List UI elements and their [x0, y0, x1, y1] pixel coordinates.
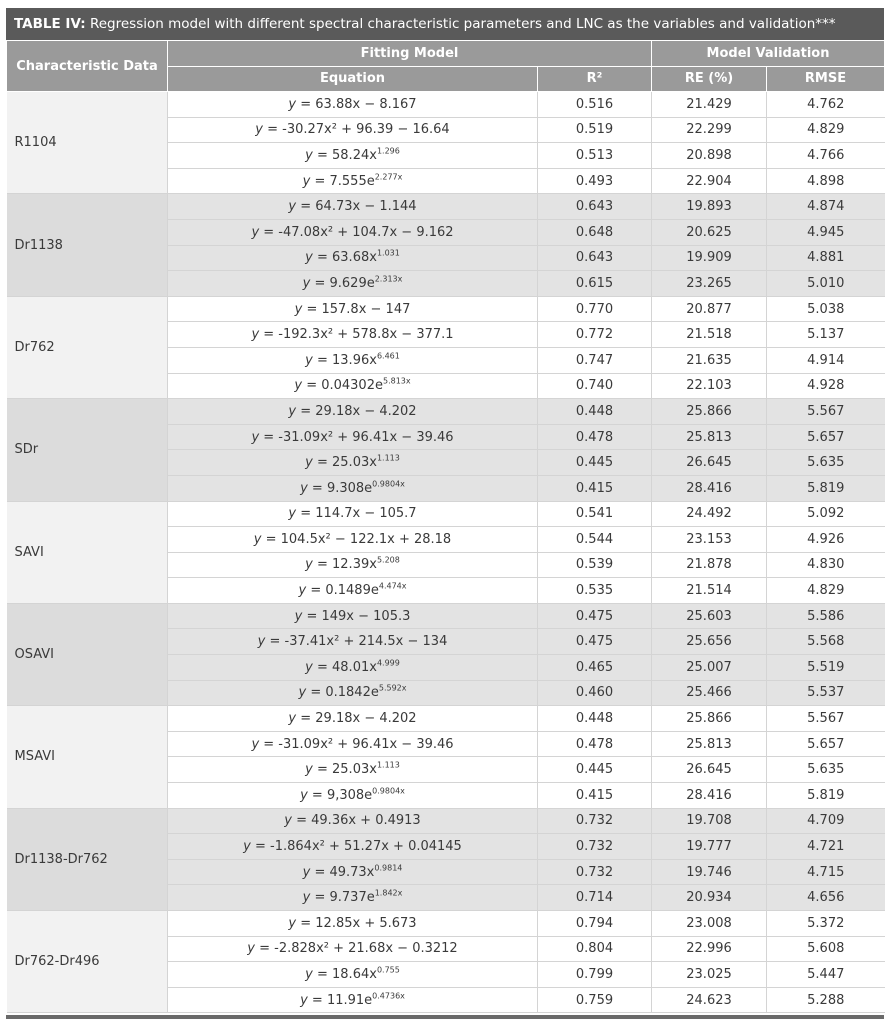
- equation-text: = 157.8x − 147: [302, 301, 411, 317]
- re-cell: 19.777: [652, 834, 767, 860]
- equation-cell: [168, 296, 538, 322]
- re-cell: 25.813: [652, 424, 767, 450]
- re-cell: 25.866: [652, 706, 767, 732]
- equation-cell: [168, 936, 538, 962]
- r2-cell: 0.445: [538, 757, 652, 783]
- re-cell: 20.625: [652, 219, 767, 245]
- table-container: [6, 8, 884, 1019]
- equation-text: = 18.64x: [312, 966, 377, 982]
- equation-text: = 12.85x + 5.673: [296, 915, 417, 931]
- r2-cell: 0.740: [538, 373, 652, 399]
- equation-cell: [168, 322, 538, 348]
- rmse-cell: 5.608: [767, 936, 885, 962]
- table-row: [7, 92, 885, 118]
- equation-cell: [168, 731, 538, 757]
- equation-cell: [168, 399, 538, 425]
- equation-text: = -31.09x² + 96.41x − 39.46: [259, 736, 454, 752]
- equation-cell: [168, 680, 538, 706]
- equation-text: = 13.96x: [312, 352, 377, 368]
- re-cell: 26.645: [652, 757, 767, 783]
- table-row: [7, 808, 885, 834]
- equation-cell: [168, 450, 538, 476]
- equation-cell: [168, 347, 538, 373]
- r2-cell: 0.732: [538, 859, 652, 885]
- re-cell: 19.909: [652, 245, 767, 271]
- equation-text: = -47.08x² + 104.7x − 9.162: [259, 224, 454, 240]
- rmse-cell: 4.898: [767, 168, 885, 194]
- table-row: [7, 911, 885, 937]
- table-row: [7, 194, 885, 220]
- header-rmse: RMSE: [767, 66, 885, 92]
- equation-variable: y: [300, 787, 308, 803]
- re-cell: 21.878: [652, 552, 767, 578]
- equation-text: = -1.864x² + 51.27x + 0.04145: [250, 839, 462, 855]
- rmse-cell: 5.657: [767, 424, 885, 450]
- characteristic-label: Dr1138: [7, 194, 168, 296]
- equation-variable: y: [255, 122, 263, 138]
- equation-variable: y: [305, 762, 313, 778]
- table-row: [7, 296, 885, 322]
- equation-variable: y: [247, 941, 255, 957]
- rmse-cell: 4.874: [767, 194, 885, 220]
- rmse-cell: 4.928: [767, 373, 885, 399]
- re-cell: 19.746: [652, 859, 767, 885]
- equation-variable: y: [305, 966, 313, 982]
- rmse-cell: 5.819: [767, 475, 885, 501]
- re-cell: 19.708: [652, 808, 767, 834]
- equation-text: = 7.555e: [310, 173, 375, 189]
- equation-text: = 29.18x − 4.202: [296, 711, 417, 727]
- equation-text: = 9,308e: [307, 787, 373, 803]
- re-cell: 26.645: [652, 450, 767, 476]
- equation-exponent: 0.9804x: [372, 479, 405, 489]
- equation-cell: [168, 987, 538, 1013]
- equation-variable: y: [257, 634, 266, 650]
- equation-cell: [168, 834, 538, 860]
- equation-text: = 12.39x: [312, 557, 377, 573]
- r2-cell: 0.732: [538, 834, 652, 860]
- equation-text: = 64.73x − 1.144: [296, 199, 417, 215]
- characteristic-label: SAVI: [7, 501, 168, 603]
- equation-text: = 0.04302e: [302, 378, 383, 394]
- equation-variable: y: [253, 531, 262, 547]
- equation-exponent: 1.842x: [374, 888, 403, 898]
- r2-cell: 0.448: [538, 399, 652, 425]
- equation-variable: y: [288, 199, 297, 215]
- characteristic-label: Dr762-Dr496: [7, 911, 168, 1013]
- equation-cell: [168, 219, 538, 245]
- equation-text: = -31.09x² + 96.41x − 39.46: [259, 429, 454, 445]
- rmse-cell: 4.721: [767, 834, 885, 860]
- re-cell: 23.008: [652, 911, 767, 937]
- equation-variable: y: [288, 96, 297, 112]
- equation-cell: [168, 373, 538, 399]
- equation-text: = 58.24x: [312, 147, 377, 163]
- equation-variable: y: [300, 992, 308, 1008]
- r2-cell: 0.772: [538, 322, 652, 348]
- table-body: [7, 92, 885, 1013]
- characteristic-label: OSAVI: [7, 603, 168, 705]
- re-cell: 25.656: [652, 629, 767, 655]
- equation-variable: y: [305, 659, 313, 675]
- header-model-validation: Model Validation: [652, 41, 885, 67]
- r2-cell: 0.714: [538, 885, 652, 911]
- re-cell: 20.934: [652, 885, 767, 911]
- table-row: [7, 603, 885, 629]
- equation-text: = 9.629e: [310, 275, 375, 291]
- equation-variable: y: [294, 301, 303, 317]
- characteristic-label: Dr762: [7, 296, 168, 398]
- r2-cell: 0.478: [538, 731, 652, 757]
- equation-variable: y: [298, 685, 307, 701]
- header-r2: R²: [538, 66, 652, 92]
- equation-cell: [168, 962, 538, 988]
- equation-text: = 9.308e: [307, 480, 373, 496]
- caption-label: TABLE IV:: [14, 16, 86, 32]
- equation-variable: y: [251, 736, 260, 752]
- r2-cell: 0.460: [538, 680, 652, 706]
- equation-text: = -2.828x² + 21.68x − 0.3212: [255, 941, 458, 957]
- equation-exponent: 4.474x: [378, 581, 407, 591]
- rmse-cell: 5.537: [767, 680, 885, 706]
- r2-cell: 0.478: [538, 424, 652, 450]
- equation-text: = 49.36x + 0.4913: [291, 813, 421, 829]
- equation-variable: y: [288, 403, 297, 419]
- r2-cell: 0.475: [538, 629, 652, 655]
- equation-variable: y: [305, 352, 313, 368]
- equation-variable: y: [294, 608, 303, 624]
- r2-cell: 0.770: [538, 296, 652, 322]
- equation-exponent: 5.592x: [378, 684, 407, 694]
- equation-cell: [168, 194, 538, 220]
- equation-text: = 0.1489e: [306, 583, 379, 599]
- rmse-cell: 5.010: [767, 271, 885, 297]
- r2-cell: 0.794: [538, 911, 652, 937]
- equation-cell: [168, 527, 538, 553]
- equation-cell: [168, 475, 538, 501]
- r2-cell: 0.799: [538, 962, 652, 988]
- re-cell: 22.299: [652, 117, 767, 143]
- equation-exponent: 2.277x: [374, 172, 403, 182]
- re-cell: 23.265: [652, 271, 767, 297]
- caption-text: Regression model with different spectral characteristic parameters and LNC as the variables and validation***: [85, 16, 836, 32]
- re-cell: 21.514: [652, 578, 767, 604]
- re-cell: 20.877: [652, 296, 767, 322]
- r2-cell: 0.513: [538, 143, 652, 169]
- equation-variable: y: [288, 506, 297, 522]
- equation-cell: [168, 424, 538, 450]
- re-cell: 23.153: [652, 527, 767, 553]
- rmse-cell: 4.762: [767, 92, 885, 118]
- r2-cell: 0.493: [538, 168, 652, 194]
- equation-variable: y: [302, 173, 311, 189]
- equation-variable: y: [251, 327, 260, 343]
- rmse-cell: 5.038: [767, 296, 885, 322]
- r2-cell: 0.643: [538, 194, 652, 220]
- equation-cell: [168, 117, 538, 143]
- rmse-cell: 5.635: [767, 757, 885, 783]
- equation-variable: y: [305, 455, 313, 471]
- re-cell: 25.813: [652, 731, 767, 757]
- characteristic-label: Dr1138-Dr762: [7, 808, 168, 910]
- r2-cell: 0.759: [538, 987, 652, 1013]
- r2-cell: 0.535: [538, 578, 652, 604]
- equation-cell: [168, 885, 538, 911]
- re-cell: 24.623: [652, 987, 767, 1013]
- table-row: [7, 501, 885, 527]
- equation-text: = 9.737e: [310, 890, 375, 906]
- table-row: [7, 399, 885, 425]
- equation-exponent: 2.313x: [374, 274, 403, 284]
- equation-variable: y: [251, 224, 260, 240]
- r2-cell: 0.732: [538, 808, 652, 834]
- equation-cell: [168, 757, 538, 783]
- equation-cell: [168, 271, 538, 297]
- rmse-cell: 5.635: [767, 450, 885, 476]
- equation-text: = -192.3x² + 578.8x − 377.1: [259, 327, 454, 343]
- r2-cell: 0.415: [538, 475, 652, 501]
- equation-exponent: 0.4736x: [372, 991, 405, 1001]
- r2-cell: 0.747: [538, 347, 652, 373]
- rmse-cell: 4.656: [767, 885, 885, 911]
- equation-exponent: 0.9804x: [372, 786, 405, 796]
- regression-table: [6, 40, 885, 1013]
- rmse-cell: 4.715: [767, 859, 885, 885]
- rmse-cell: 4.926: [767, 527, 885, 553]
- re-cell: 21.518: [652, 322, 767, 348]
- rmse-cell: 5.657: [767, 731, 885, 757]
- r2-cell: 0.516: [538, 92, 652, 118]
- equation-exponent: 4.999: [376, 658, 400, 668]
- equation-cell: [168, 578, 538, 604]
- re-cell: 20.898: [652, 143, 767, 169]
- equation-cell: [168, 603, 538, 629]
- equation-text: = -37.41x² + 214.5x − 134: [265, 634, 448, 650]
- table-bottom-rule: [6, 1015, 884, 1019]
- table-caption: [6, 8, 884, 40]
- r2-cell: 0.615: [538, 271, 652, 297]
- re-cell: 24.492: [652, 501, 767, 527]
- rmse-cell: 4.829: [767, 578, 885, 604]
- equation-variable: y: [243, 839, 251, 855]
- equation-exponent: 5.208: [376, 556, 400, 566]
- equation-exponent: 1.113: [376, 760, 400, 770]
- equation-exponent: 5.813x: [382, 377, 411, 386]
- header-re: RE (%): [652, 66, 767, 92]
- rmse-cell: 5.372: [767, 911, 885, 937]
- equation-variable: y: [251, 429, 260, 445]
- rmse-cell: 5.819: [767, 783, 885, 809]
- re-cell: 25.466: [652, 680, 767, 706]
- rmse-cell: 5.447: [767, 962, 885, 988]
- equation-variable: y: [288, 915, 297, 931]
- r2-cell: 0.448: [538, 706, 652, 732]
- equation-cell: [168, 92, 538, 118]
- equation-variable: y: [294, 378, 303, 394]
- equation-exponent: 0.9814: [374, 863, 403, 873]
- re-cell: 25.866: [652, 399, 767, 425]
- equation-cell: [168, 911, 538, 937]
- header-equation: Equation: [168, 66, 538, 92]
- r2-cell: 0.475: [538, 603, 652, 629]
- rmse-cell: 5.567: [767, 399, 885, 425]
- r2-cell: 0.541: [538, 501, 652, 527]
- rmse-cell: 4.829: [767, 117, 885, 143]
- equation-text: = -30.27x² + 96.39 − 16.64: [262, 122, 450, 138]
- r2-cell: 0.415: [538, 783, 652, 809]
- r2-cell: 0.804: [538, 936, 652, 962]
- equation-cell: [168, 168, 538, 194]
- equation-variable: y: [305, 557, 313, 573]
- rmse-cell: 5.092: [767, 501, 885, 527]
- rmse-cell: 5.137: [767, 322, 885, 348]
- r2-cell: 0.519: [538, 117, 652, 143]
- r2-cell: 0.643: [538, 245, 652, 271]
- equation-exponent: 1.031: [376, 249, 400, 259]
- r2-cell: 0.539: [538, 552, 652, 578]
- re-cell: 21.429: [652, 92, 767, 118]
- characteristic-label: R1104: [7, 92, 168, 194]
- rmse-cell: 5.519: [767, 655, 885, 681]
- re-cell: 22.904: [652, 168, 767, 194]
- equation-variable: y: [284, 813, 292, 829]
- equation-cell: [168, 143, 538, 169]
- equation-variable: y: [305, 147, 313, 163]
- equation-text: = 49.73x: [310, 864, 375, 880]
- rmse-cell: 4.766: [767, 143, 885, 169]
- re-cell: 23.025: [652, 962, 767, 988]
- header-fitting-model: Fitting Model: [168, 41, 652, 67]
- equation-exponent: 1.296: [376, 146, 400, 156]
- rmse-cell: 5.586: [767, 603, 885, 629]
- equation-text: = 25.03x: [312, 762, 377, 778]
- re-cell: 28.416: [652, 783, 767, 809]
- rmse-cell: 4.945: [767, 219, 885, 245]
- rmse-cell: 5.567: [767, 706, 885, 732]
- equation-text: = 25.03x: [312, 455, 377, 471]
- r2-cell: 0.544: [538, 527, 652, 553]
- table-row: [7, 706, 885, 732]
- r2-cell: 0.445: [538, 450, 652, 476]
- re-cell: 21.635: [652, 347, 767, 373]
- characteristic-label: MSAVI: [7, 706, 168, 808]
- rmse-cell: 4.830: [767, 552, 885, 578]
- equation-text: = 114.7x − 105.7: [296, 506, 417, 522]
- equation-cell: [168, 859, 538, 885]
- header-characteristic-data: Characteristic Data: [7, 41, 168, 92]
- equation-text: = 11.91e: [307, 992, 373, 1008]
- r2-cell: 0.465: [538, 655, 652, 681]
- equation-variable: y: [302, 890, 311, 906]
- equation-text: = 63.88x − 8.167: [296, 96, 417, 112]
- equation-cell: [168, 629, 538, 655]
- characteristic-label: SDr: [7, 399, 168, 501]
- equation-variable: y: [302, 275, 311, 291]
- equation-variable: y: [298, 583, 307, 599]
- equation-cell: [168, 501, 538, 527]
- equation-cell: [168, 655, 538, 681]
- equation-text: = 29.18x − 4.202: [296, 403, 417, 419]
- rmse-cell: 5.288: [767, 987, 885, 1013]
- equation-exponent: 0.755: [376, 965, 400, 975]
- rmse-cell: 5.568: [767, 629, 885, 655]
- equation-text: = 48.01x: [312, 659, 377, 675]
- equation-variable: y: [302, 864, 311, 880]
- equation-cell: [168, 245, 538, 271]
- re-cell: 25.603: [652, 603, 767, 629]
- equation-cell: [168, 552, 538, 578]
- equation-cell: [168, 808, 538, 834]
- equation-variable: y: [305, 250, 313, 266]
- equation-cell: [168, 706, 538, 732]
- equation-cell: [168, 783, 538, 809]
- re-cell: 19.893: [652, 194, 767, 220]
- equation-variable: y: [288, 711, 297, 727]
- equation-text: = 104.5x² − 122.1x + 28.18: [261, 531, 452, 547]
- equation-text: = 149x − 105.3: [302, 608, 411, 624]
- equation-text: = 63.68x: [312, 250, 377, 266]
- rmse-cell: 4.881: [767, 245, 885, 271]
- re-cell: 22.996: [652, 936, 767, 962]
- rmse-cell: 4.914: [767, 347, 885, 373]
- equation-text: = 0.1842e: [306, 685, 379, 701]
- r2-cell: 0.648: [538, 219, 652, 245]
- re-cell: 22.103: [652, 373, 767, 399]
- re-cell: 28.416: [652, 475, 767, 501]
- equation-exponent: 6.461: [376, 351, 400, 361]
- equation-exponent: 1.113: [376, 453, 400, 463]
- equation-variable: y: [300, 480, 308, 496]
- re-cell: 25.007: [652, 655, 767, 681]
- rmse-cell: 4.709: [767, 808, 885, 834]
